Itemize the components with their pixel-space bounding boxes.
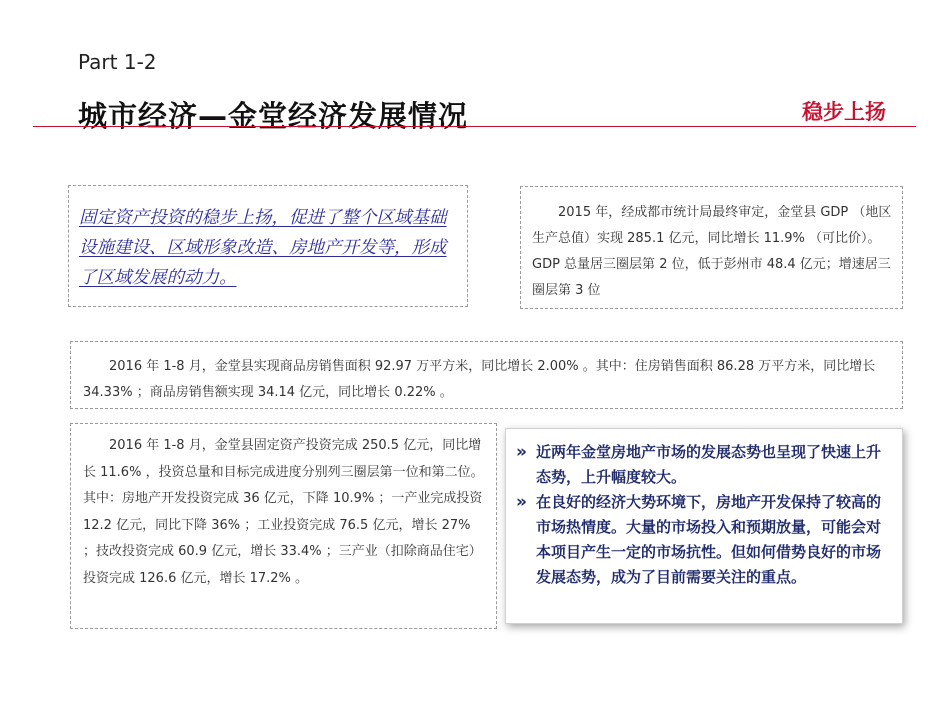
part-label: Part 1-2 (78, 50, 157, 74)
double-chevron-icon: » (516, 442, 527, 462)
gdp-box (520, 186, 903, 309)
key-point-text: 近两年金堂房地产市场的发展态势也呈现了快速上升态势，上升幅度较大。 (536, 443, 882, 486)
fixed-investment-text: 2016 年 1-8 月，金堂县固定资产投资完成 250.5 亿元，同比增长 11.6% ，投资总量和目标完成进度分别列三圈层第一位和第二位。其中：房地产开发投资完成 36 亿元，下降 10.9% ；一产业完成投资 12.2 亿元，同比下降 36% ；工业投资完成 76.5 亿元，增长 27% ；技改投资完成 60.9 亿元，增长 33.4% ；三产业（扣除商品住宅）投资完成 126.6 亿元，增长 17.2% 。 (83, 438, 484, 586)
fixed-investment-box (70, 423, 497, 629)
housing-sales-text: 2016 年 1-8 月，金堂县实现商品房销售面积 92.97 万平方米，同比增长 2.00% 。其中：住房销售面积 86.28 万平方米，同比增长 34.33% ；商品房销售额实现 34.14 亿元，同比增长 0.22% 。 (83, 359, 876, 400)
page-title: 城市经济—金堂经济发展情况 (78, 99, 469, 133)
housing-sales-box (70, 341, 903, 409)
title-divider (33, 126, 916, 127)
tagline: 稳步上扬 (802, 100, 886, 124)
key-point-item (516, 440, 890, 490)
gdp-text: 2015 年，经成都市统计局最终审定，金堂县 GDP （地区生产总值）实现 285.1 亿元，同比增长 11.9% （可比价）。 GDP 总量居三圈层第 2 位，低于彭州市 48.4 亿元；增速居三圈层第 3 位 (532, 205, 892, 298)
highlight-text: 固定资产投资的稳步上扬，促进了整个区域基础设施建设、区域形象改造、房地产开发等，形成了区域发展的动力。 (79, 208, 447, 288)
double-chevron-icon: » (516, 492, 527, 512)
highlight-box (68, 185, 468, 307)
key-point-text: 在良好的经济大势环境下，房地产开发保持了较高的市场热情度。大量的市场投入和预期放量，可能会对本项目产生一定的市场抗性。但如何借势良好的市场发展态势，成为了目前需要关注的重点。 (536, 493, 882, 586)
key-points-box (505, 428, 903, 624)
key-point-item (516, 490, 890, 590)
